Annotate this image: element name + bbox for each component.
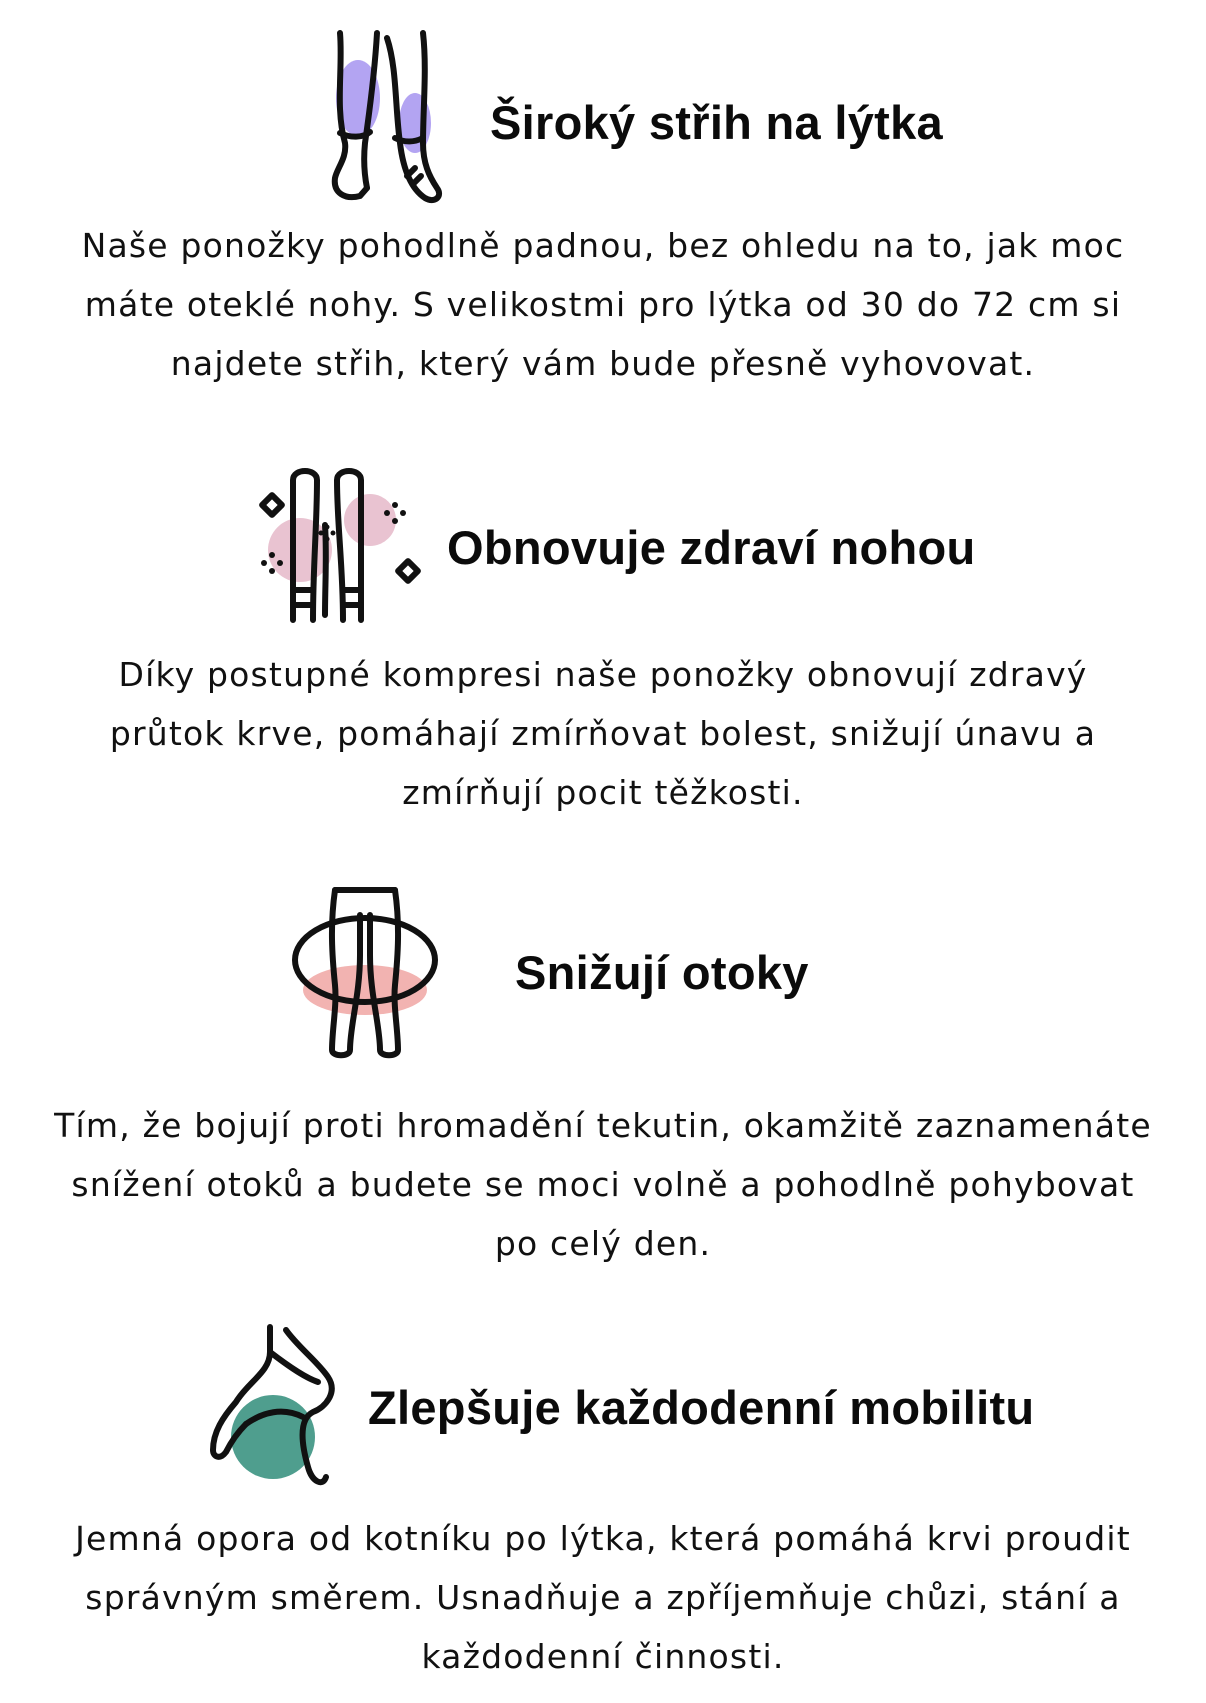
feature-title: Snižují otoky (515, 946, 809, 999)
feature-description (0, 1096, 1206, 1273)
description-line: najdete střih, který vám bude přesně vyhovovat. (170, 344, 1036, 383)
healthy-legs-sparkle-icon (255, 465, 425, 625)
description-line: Díky postupné kompresi naše ponožky obnovují zdravý (118, 655, 1088, 694)
feature-title: Široký střih na lýtka (490, 96, 943, 149)
legs-swelling-ring-icon (290, 885, 450, 1060)
description-line: Jemná opora od kotníku po lýtka, která pomáhá krvi proudit (75, 1519, 1131, 1558)
feature-title: Obnovuje zdraví nohou (447, 521, 976, 574)
description-line: zmírňují pocit těžkosti. (402, 773, 804, 812)
description-line: správným směrem. Usnadňuje a zpříjemňuje chůzi, stání a (85, 1578, 1121, 1617)
feature-title: Zlepšuje každodenní mobilitu (368, 1381, 1035, 1434)
feature-description (0, 1509, 1206, 1686)
description-line: po celý den. (494, 1224, 712, 1263)
legs-calf-icon (325, 28, 465, 208)
feature-description (0, 645, 1206, 822)
leg-exercise-ball-icon (208, 1322, 358, 1492)
description-line: průtok krve, pomáhají zmírňovat bolest, snižují únavu a (109, 714, 1097, 753)
feature-description (0, 216, 1206, 393)
description-line: Tím, že bojují proti hromadění tekutin, okamžitě zaznamenáte (54, 1106, 1152, 1145)
description-line: máte oteklé nohy. S velikostmi pro lýtka od 30 do 72 cm si (84, 285, 1122, 324)
description-line: Naše ponožky pohodlně padnou, bez ohledu na to, jak moc (81, 226, 1125, 265)
description-line: každodenní činnosti. (421, 1637, 785, 1676)
description-line: snížení otoků a budete se moci volně a pohodlně pohybovat (71, 1165, 1135, 1204)
